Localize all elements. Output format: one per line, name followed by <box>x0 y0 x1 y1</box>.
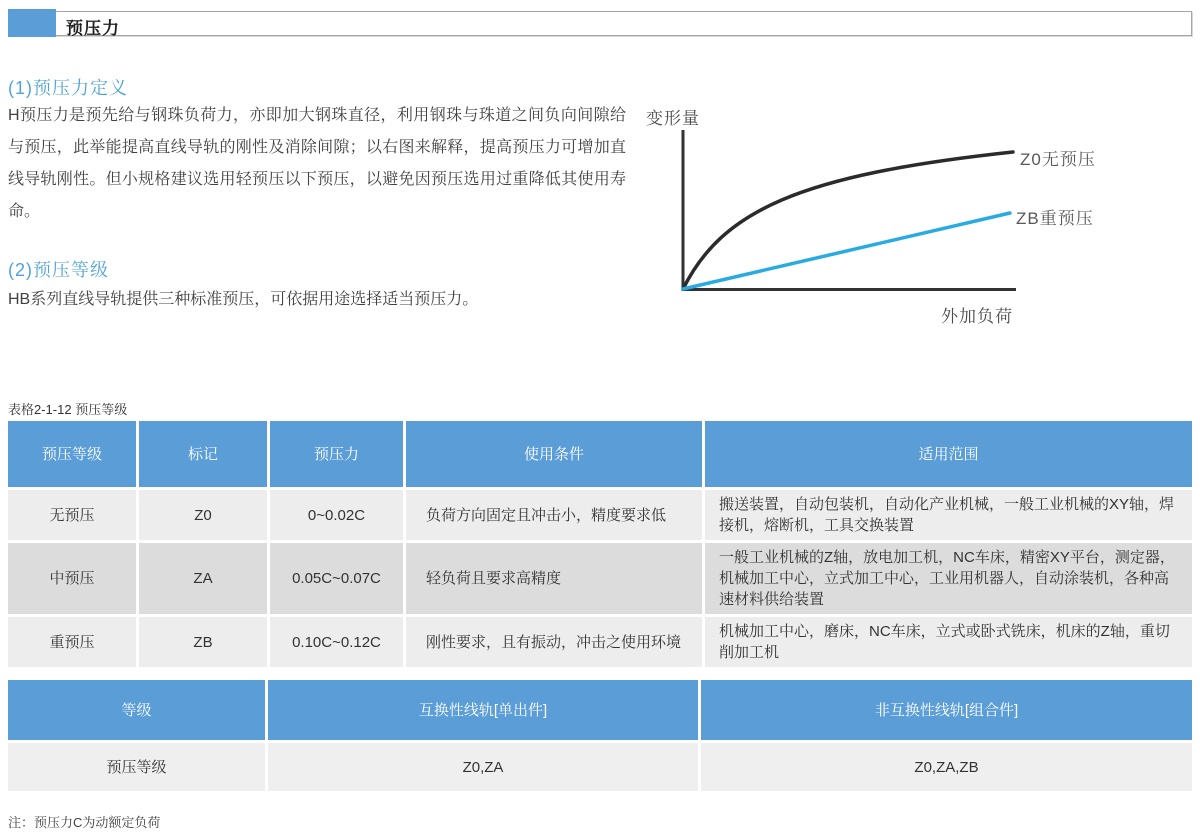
table-cell: 机械加工中心，磨床，NC车床，立式或卧式铣床，机床的Z轴，重切削加工机 <box>705 617 1192 667</box>
series-line-zb <box>683 213 1010 289</box>
table-cell: 搬送装置，自动包装机，自动化产业机械，一般工业机械的XY轴，焊接机，熔断机，工具交换装置 <box>705 490 1192 540</box>
table-cell: 预压等级 <box>8 743 265 791</box>
table-cell: ZB <box>139 617 267 667</box>
table-cell: 轻负荷且要求高精度 <box>406 543 702 614</box>
y-axis-label: 变形量 <box>646 109 700 128</box>
table-cell: 0~0.02C <box>270 490 403 540</box>
table-cell: 中预压 <box>8 543 136 614</box>
interchangeability-table <box>8 680 1192 791</box>
column-header: 预压力 <box>270 421 403 487</box>
x-axis-label: 外加负荷 <box>941 307 1013 326</box>
column-header: 非互换性线轨[组合件] <box>701 680 1192 740</box>
table-cell: ZA <box>139 543 267 614</box>
section-1-heading: (1)预压力定义 <box>8 78 128 98</box>
series-label-zb: ZB重预压 <box>1016 209 1094 228</box>
column-header: 互换性线轨[单出件] <box>268 680 698 740</box>
table-cell: 刚性要求，且有振动，冲击之使用环境 <box>406 617 702 667</box>
table-cell: 一般工业机械的Z轴，放电加工机，NC车床，精密XY平台，测定器，机械加工中心，立式加工中心，工业用机器人，自动涂装机，各种高速材料供给装置 <box>705 543 1192 614</box>
column-header: 标记 <box>139 421 267 487</box>
series-line-z0 <box>683 152 1013 289</box>
column-header: 适用范围 <box>705 421 1192 487</box>
table-cell: 重预压 <box>8 617 136 667</box>
page-title: 预压力 <box>66 19 120 38</box>
table-cell: 无预压 <box>8 490 136 540</box>
table-cell: Z0 <box>139 490 267 540</box>
table-cell: 0.05C~0.07C <box>270 543 403 614</box>
column-header: 使用条件 <box>406 421 702 487</box>
table1-caption: 表格2-1-12 预压等级 <box>8 402 128 417</box>
table-cell: 0.10C~0.12C <box>270 617 403 667</box>
preload-table <box>8 421 1192 667</box>
table-cell: Z0,ZA,ZB <box>701 743 1192 791</box>
section-2-heading: (2)预压等级 <box>8 260 109 280</box>
table-cell: 负荷方向固定且冲击小，精度要求低 <box>406 490 702 540</box>
column-header: 预压等级 <box>8 421 136 487</box>
footnote: 注：预压力C为动额定负荷 <box>8 815 161 830</box>
stiffness-chart <box>630 95 1200 340</box>
section-2-body: HB系列直线导轨提供三种标准预压，可依据用途选择适当预压力。 <box>8 291 479 308</box>
series-label-z0: Z0无预压 <box>1020 150 1096 169</box>
column-header: 等级 <box>8 680 265 740</box>
section-1-body: H预压力是预先给与钢珠负荷力，亦即加大钢珠直径，利用钢珠与珠道之间负向间隙给与预压，此举能提高直线导轨的刚性及消除间隙；以右图来解释，提高预压力可增加直线导轨刚性。但小规格建议选用轻预压以下预压，以避免因预压选用过重降低其使用寿命。 <box>8 107 626 220</box>
title-bar <box>8 11 1192 36</box>
table-cell: Z0,ZA <box>268 743 698 791</box>
title-accent-block <box>8 9 56 37</box>
